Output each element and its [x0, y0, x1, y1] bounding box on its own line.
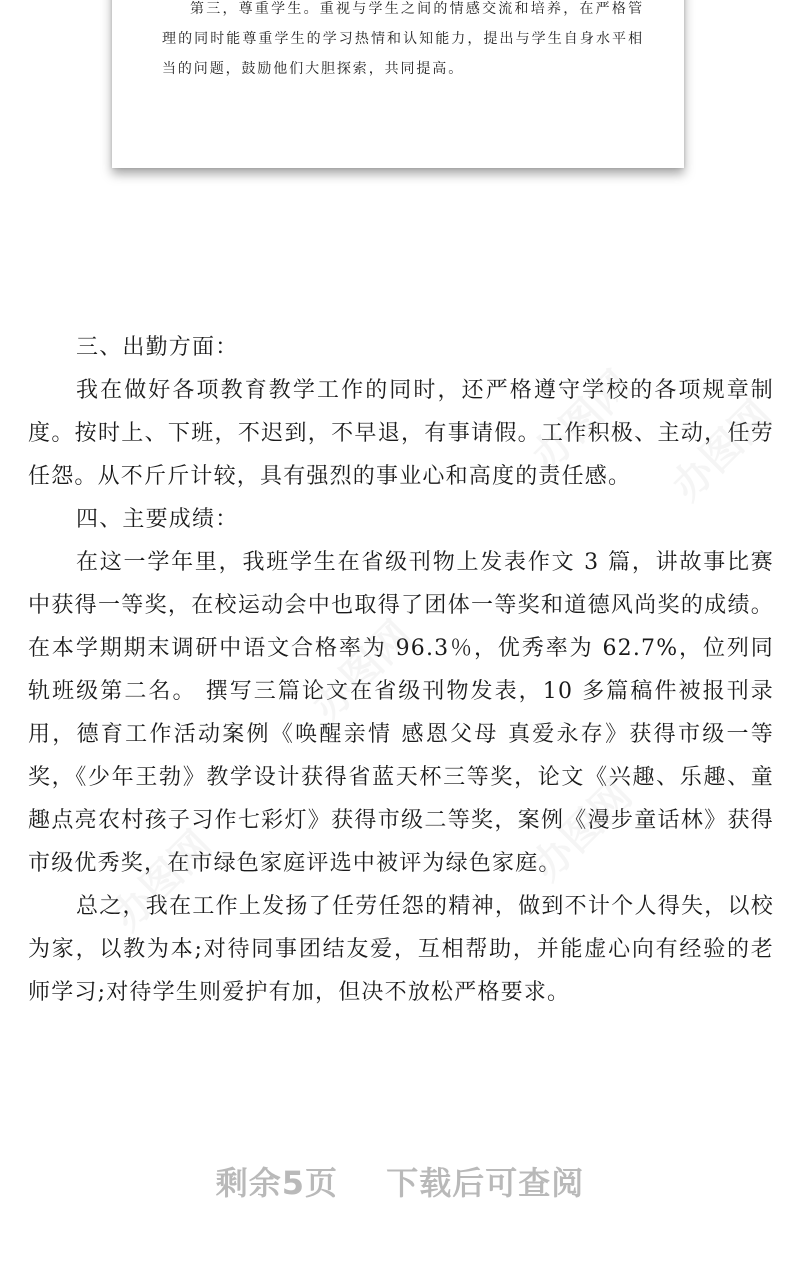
download-prompt[interactable] — [0, 1158, 800, 1204]
document-body — [28, 326, 774, 1014]
section-heading-achievements: 四、主要成绩： — [76, 507, 239, 532]
watermark-logo: 办图网 — [523, 362, 642, 480]
watermark-logo: 办图网 — [523, 772, 642, 890]
previous-page-preview — [112, 0, 684, 168]
watermark-logo: 办图网 — [303, 612, 422, 730]
watermark-logo: 办图网 — [103, 822, 222, 940]
achievements-paragraph: 在这一学年里，我班学生在省级刊物上发表作文 3 篇，讲故事比赛中获得一等奖，在校运动会中也取得了团体一等奖和道德风尚奖的成绩。在本学期期末调研中语文合格率为 96.3％，优秀率为 62.7%，位列同轨班级第二名。 撰写三篇论文在省级刊物发表，10 多篇稿件被报刊录用，德育工作活动案例《唤醒亲情 感恩父母 真爱永存》获得市级一等奖，《少年王勃》教学设计获得省蓝天杯三等奖，论文《兴趣、乐趣、童趣点亮农村孩子习作七彩灯》获得市级二等奖，案例《漫步童话林》获得市级优秀奖，在市绿色家庭评选中被评为绿色家庭。 — [28, 550, 774, 876]
preview-paragraph: 第三，尊重学生。重视与学生之间的情感交流和培养，在严格管理的同时能尊重学生的学习热情和认知能力，提出与学生自身水平相当的问题，鼓励他们大胆探索，共同提高。 — [162, 1, 644, 77]
attendance-paragraph: 我在做好各项教育教学工作的同时，还严格遵守学校的各项规章制度。按时上、下班，不迟到，不早退，有事请假。工作积极、主动，任劳任怨。从不斤斤计较，具有强烈的事业心和高度的责任感。 — [28, 378, 774, 489]
watermark-logo: 办图网 — [663, 392, 782, 510]
section-heading-attendance: 三、出勤方面： — [76, 335, 239, 360]
conclusion-paragraph: 总之，我在工作上发扬了任劳任怨的精神，做到不计个人得失，以校为家，以教为本;对待同事团结友爱，互相帮助，并能虚心向有经验的老师学习;对待学生则爱护有加，但决不放松严格要求。 — [28, 894, 774, 1005]
download-to-view-label[interactable]: 下载后可查阅 — [386, 1164, 585, 1202]
remaining-pages-label[interactable]: 剩余5页 — [215, 1164, 339, 1202]
